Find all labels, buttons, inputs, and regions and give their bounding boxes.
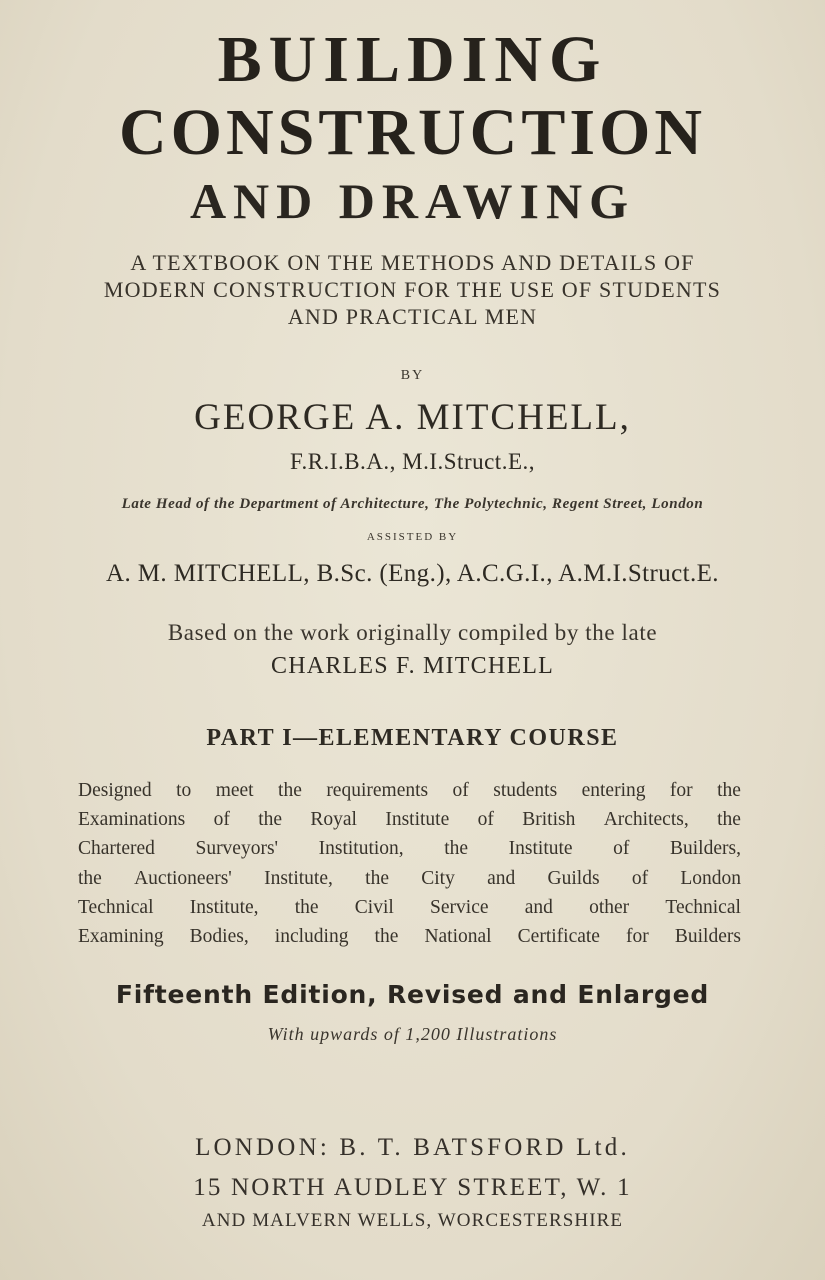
- description-word: London: [680, 867, 741, 889]
- description-word: the: [444, 838, 469, 860]
- description-word: meet: [215, 780, 254, 801]
- description-word: other: [589, 896, 630, 918]
- course-description: [78, 776, 741, 951]
- description-word: and: [487, 867, 516, 889]
- description-word: National: [424, 926, 492, 948]
- description-line: [78, 776, 741, 805]
- description-word: Royal: [310, 809, 357, 831]
- illustrations-note: With upwards of 1,200 Illustrations: [267, 1024, 558, 1044]
- title-line-2: CONSTRUCTION: [118, 96, 707, 169]
- description-word: and: [524, 896, 553, 918]
- description-word: the: [717, 780, 741, 801]
- assistant-name: A. M. MITCHELL, B.Sc. (Eng.), A.C.G.I., A.M.I.Struct.E.: [106, 560, 719, 587]
- description-word: Builders,: [670, 838, 741, 860]
- description-word: for: [626, 926, 649, 948]
- part-heading: PART I—ELEMENTARY COURSE: [206, 725, 619, 751]
- description-word: the: [717, 809, 741, 831]
- description-word: Builders: [674, 926, 741, 948]
- description-line: [78, 893, 741, 922]
- subtitle-line-1: A TEXTBOOK ON THE METHODS AND DETAILS OF: [130, 250, 695, 275]
- author-position: Late Head of the Department of Architecture, The Polytechnic, Regent Street, London: [121, 496, 704, 512]
- description-word: the: [294, 896, 319, 918]
- description-word: to: [176, 780, 192, 801]
- description-word: City: [421, 867, 455, 889]
- description-word: the: [78, 867, 102, 889]
- description-line: [78, 834, 741, 863]
- description-word: the: [278, 780, 302, 801]
- title-line-1: BUILDING: [217, 23, 608, 96]
- description-word: the: [258, 809, 283, 831]
- description-word: for: [669, 780, 693, 801]
- description-word: Institute,: [264, 867, 333, 889]
- subtitle-line-2: MODERN CONSTRUCTION FOR THE USE OF STUDENTS: [103, 277, 722, 302]
- based-on-line-1: Based on the work originally compiled by the late: [167, 620, 658, 645]
- author-name: GEORGE A. MITCHELL,: [194, 397, 631, 438]
- description-word: Institute: [385, 809, 450, 831]
- publisher-line-2: 15 NORTH AUDLEY STREET, W. 1: [193, 1174, 632, 1201]
- description-word: Institution,: [318, 838, 404, 860]
- publisher-line-3: AND MALVERN WELLS, WORCESTERSHIRE: [201, 1210, 624, 1231]
- based-on-line-2: CHARLES F. MITCHELL: [271, 653, 554, 679]
- author-credentials: F.R.I.B.A., M.I.Struct.E.,: [290, 449, 535, 474]
- description-word: Institute,: [189, 896, 259, 918]
- description-word: Guilds: [547, 867, 600, 889]
- description-word: requirements: [326, 780, 429, 801]
- description-word: Designed: [78, 780, 152, 801]
- assisted-label: ASSISTED BY: [366, 531, 459, 543]
- description-word: Auctioneers': [134, 867, 232, 889]
- description-word: Service: [430, 896, 489, 918]
- description-word: Surveyors': [195, 838, 279, 860]
- description-word: entering: [581, 780, 646, 801]
- description-word: Technical: [665, 896, 741, 918]
- publisher-line-1: LONDON: B. T. BATSFORD Ltd.: [195, 1134, 630, 1161]
- description-word: Technical: [78, 896, 154, 918]
- description-word: British: [522, 809, 576, 831]
- description-word: Chartered: [78, 838, 155, 860]
- description-line: [78, 805, 741, 834]
- description-line: [78, 922, 741, 951]
- subtitle-line-3: AND PRACTICAL MEN: [287, 304, 538, 329]
- description-word: students: [493, 780, 558, 801]
- description-line: [78, 864, 741, 893]
- title-line-3: AND DRAWING: [189, 173, 636, 229]
- description-word: of: [213, 809, 230, 831]
- description-word: Architects,: [603, 809, 689, 831]
- description-word: of: [613, 838, 630, 860]
- description-word: Civil: [354, 896, 394, 918]
- description-word: Certificate: [517, 926, 600, 948]
- description-word: including: [274, 926, 349, 948]
- by-label: BY: [400, 368, 425, 383]
- description-word: Institute: [508, 838, 573, 860]
- description-word: Examinations: [78, 809, 186, 831]
- description-word: the: [365, 867, 389, 889]
- description-word: Examining: [78, 926, 164, 948]
- description-word: of: [452, 780, 469, 801]
- description-word: of: [631, 867, 649, 889]
- description-word: the: [374, 926, 399, 948]
- description-word: Bodies,: [189, 926, 249, 948]
- edition-statement: Fifteenth Edition, Revised and Enlarged: [115, 980, 710, 1009]
- description-word: of: [477, 809, 494, 831]
